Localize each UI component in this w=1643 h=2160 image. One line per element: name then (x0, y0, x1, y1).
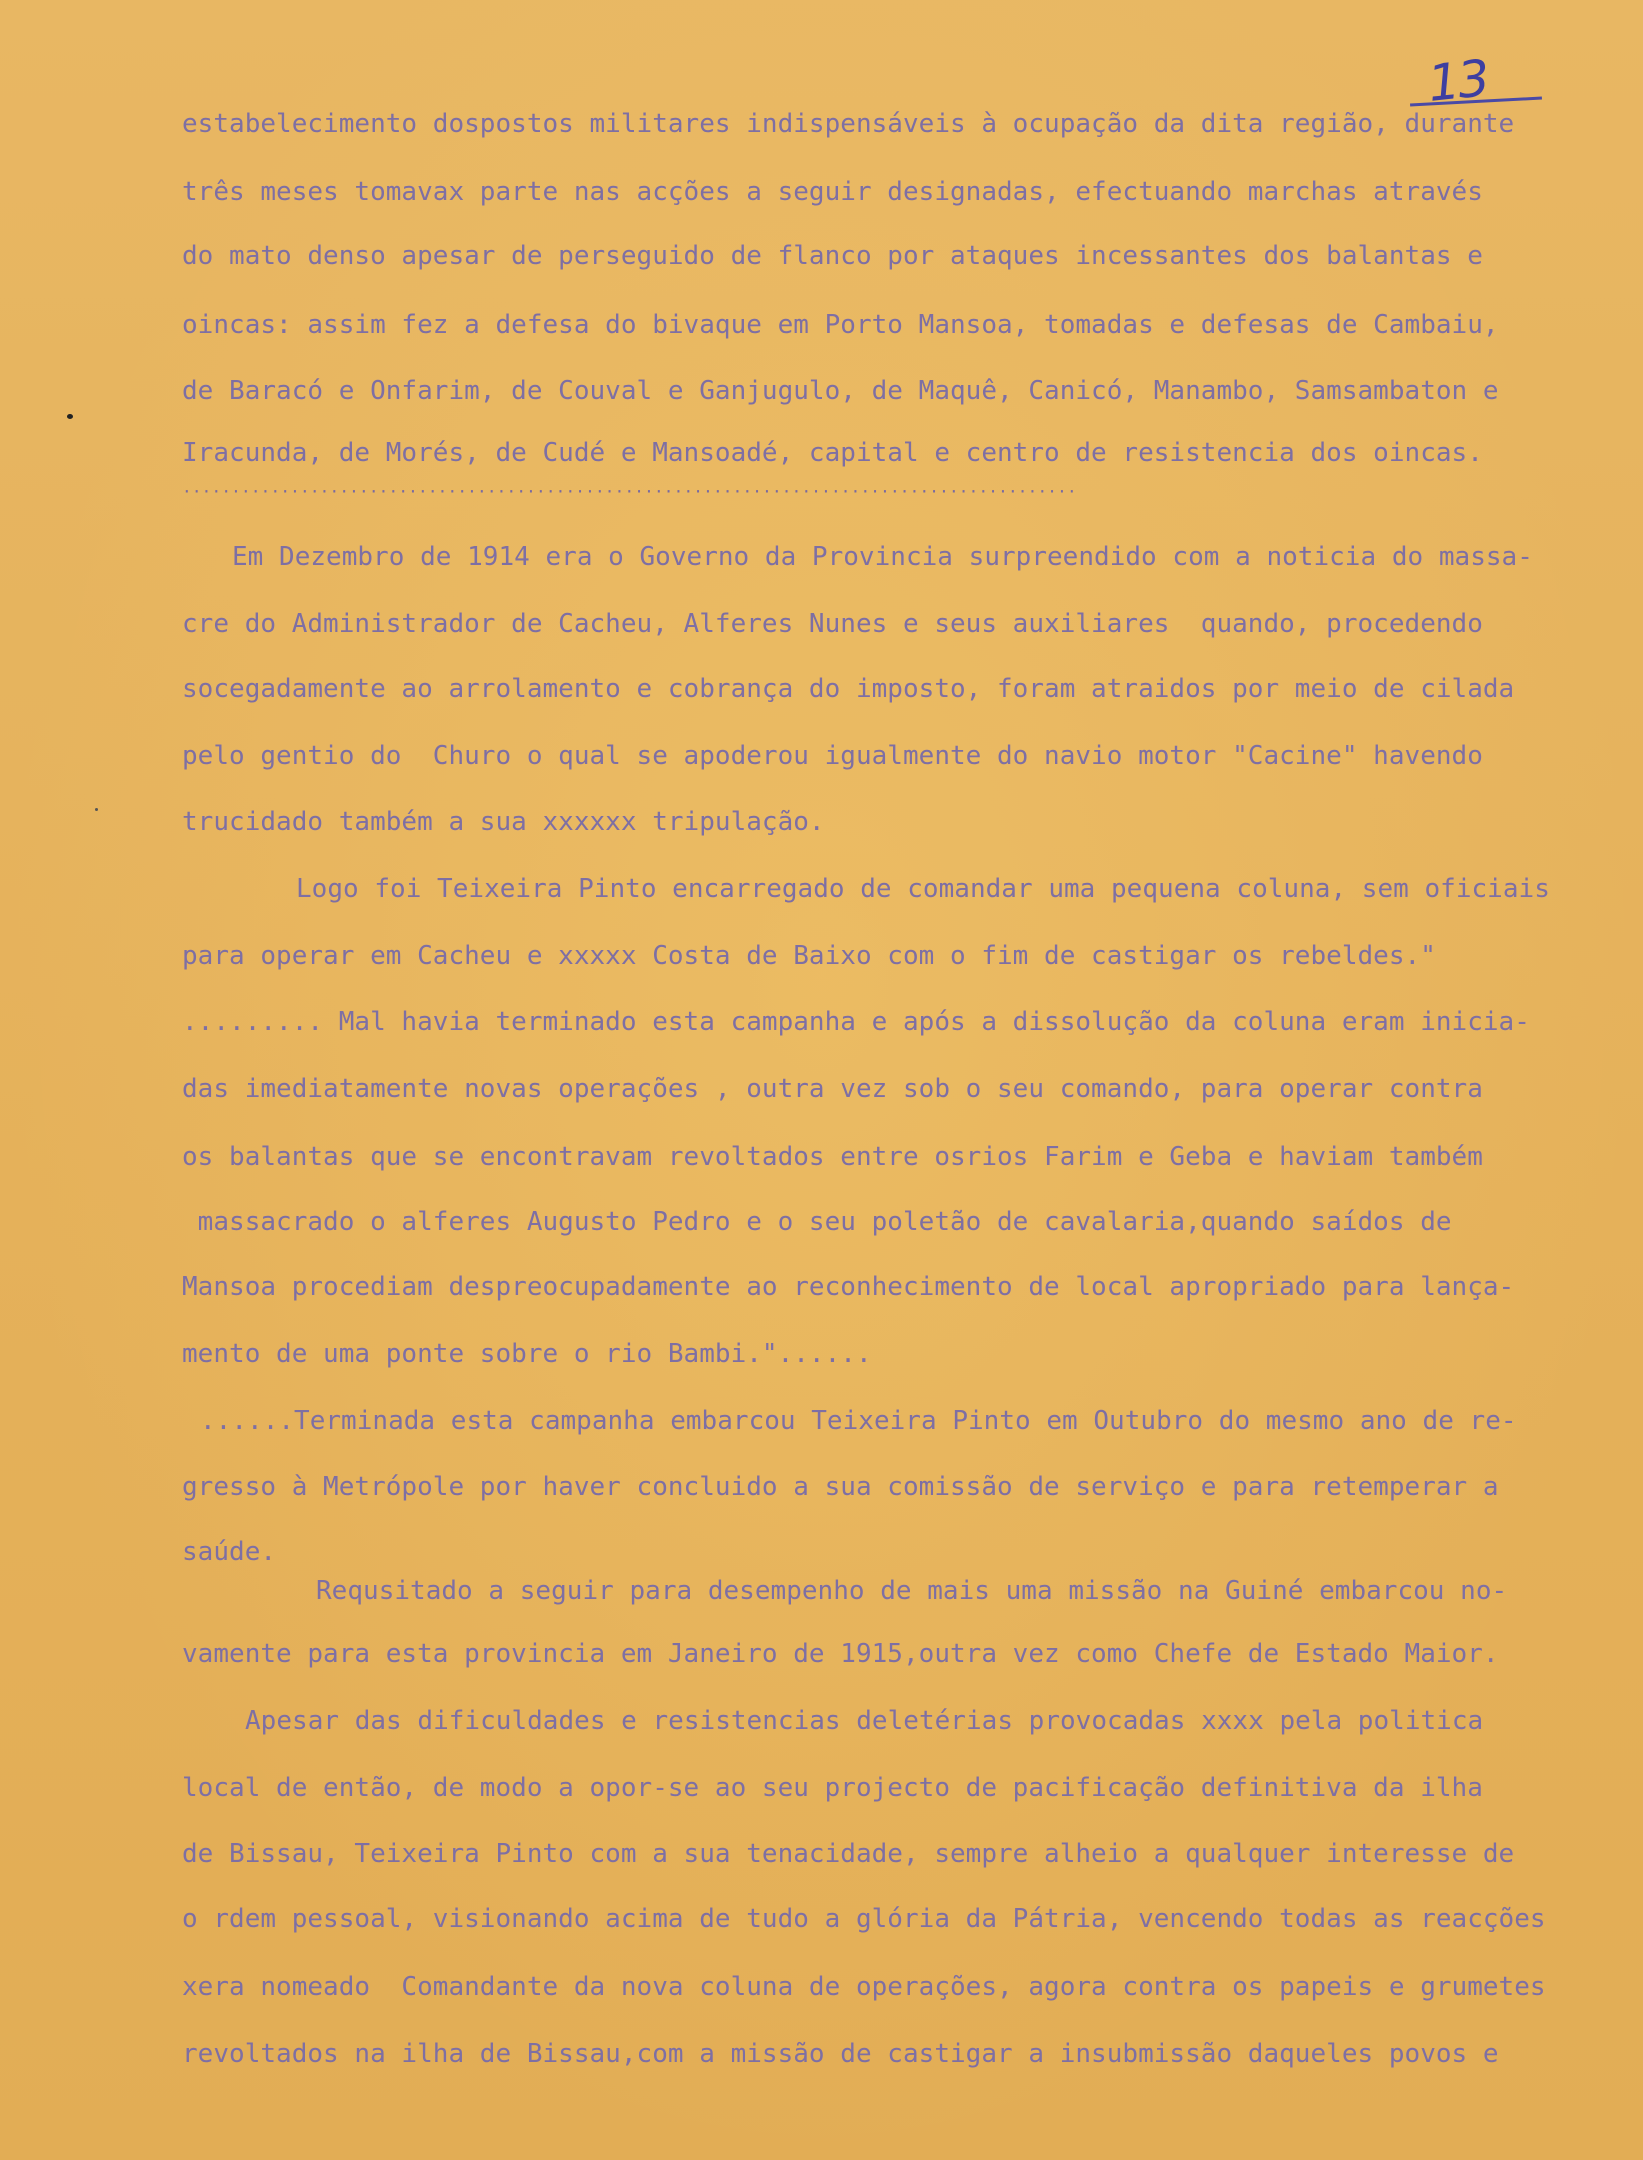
text-line: massacrado o alferes Augusto Pedro e o seu poletão de cavalaria,quando saídos de (182, 1207, 1452, 1237)
text-line: cre do Administrador de Cacheu, Alferes Nunes e seus auxiliares quando, procedendo (182, 609, 1483, 639)
ink-speck (95, 808, 98, 811)
text-line: trucidado também a sua xxxxxx tripulação. (182, 807, 825, 837)
dotted-separator: ··························································································· (182, 482, 1077, 501)
text-line: saúde. (182, 1537, 277, 1567)
text-line: três meses tomavax parte nas acções a seguir designadas, efectuando marchas através (182, 177, 1483, 207)
text-line: de Baracó e Onfarim, de Couval e Ganjugulo, de Maquê, Canicó, Manambo, Samsambaton e (182, 376, 1499, 406)
text-line: Iracunda, de Morés, de Cudé e Mansoadé, capital e centro de resistencia dos oincas. (182, 438, 1483, 468)
text-line: xera nomeado Comandante da nova coluna de operações, agora contra os papeis e grumetes (182, 1972, 1546, 2002)
text-line: Mansoa procediam despreocupadamente ao reconhecimento de local apropriado para lança- (182, 1272, 1515, 1302)
text-line: estabelecimento dospostos militares indispensáveis à ocupação da dita região, durante (182, 109, 1515, 139)
page-number: 13 (1425, 49, 1491, 113)
text-line: o rdem pessoal, visionando acima de tudo a glória da Pátria, vencendo todas as reacções (182, 1904, 1546, 1934)
text-line: Requsitado a seguir para desempenho de mais uma missão na Guiné embarcou no- (316, 1576, 1508, 1606)
text-line: mento de uma ponte sobre o rio Bambi."...... (182, 1339, 872, 1369)
text-line: ......Terminada esta campanha embarcou Teixeira Pinto em Outubro do mesmo ano de re- (200, 1406, 1517, 1436)
text-line: do mato denso apesar de perseguido de flanco por ataques incessantes dos balantas e (182, 241, 1483, 271)
text-line: de Bissau, Teixeira Pinto com a sua tenacidade, sempre alheio a qualquer interesse de (182, 1839, 1515, 1869)
text-line: oincas: assim fez a defesa do bivaque em Porto Mansoa, tomadas e defesas de Cambaiu, (182, 310, 1499, 340)
text-line: para operar em Cacheu e xxxxx Costa de Baixo com o fim de castigar os rebeldes." (182, 941, 1436, 971)
text-line: Apesar das dificuldades e resistencias deletérias provocadas xxxx pela politica (245, 1706, 1484, 1736)
text-line: Em Dezembro de 1914 era o Governo da Provincia surpreendido com a noticia do massa- (232, 542, 1533, 572)
text-line: Logo foi Teixeira Pinto encarregado de comandar uma pequena coluna, sem oficiais (296, 874, 1550, 904)
text-line: pelo gentio do Churo o qual se apoderou igualmente do navio motor "Cacine" havendo (182, 741, 1483, 771)
text-line: revoltados na ilha de Bissau,com a missão de castigar a insubmissão daqueles povos e (182, 2039, 1499, 2069)
text-line: local de então, de modo a opor-se ao seu projecto de pacificação definitiva da ilha (182, 1773, 1483, 1803)
text-line: gresso à Metrópole por haver concluido a sua comissão de serviço e para retemperar a (182, 1472, 1499, 1502)
text-line: os balantas que se encontravam revoltados entre osrios Farim e Geba e haviam também (182, 1142, 1483, 1172)
text-line: das imediatamente novas operações , outra vez sob o seu comando, para operar contra (182, 1074, 1483, 1104)
ink-speck (67, 414, 73, 419)
text-line: vamente para esta provincia em Janeiro de 1915,outra vez como Chefe de Estado Maior. (182, 1639, 1499, 1669)
text-line: ......... Mal havia terminado esta campanha e após a dissolução da coluna eram inicia- (182, 1007, 1530, 1037)
text-line: socegadamente ao arrolamento e cobrança do imposto, foram atraidos por meio de cilada (182, 674, 1515, 704)
